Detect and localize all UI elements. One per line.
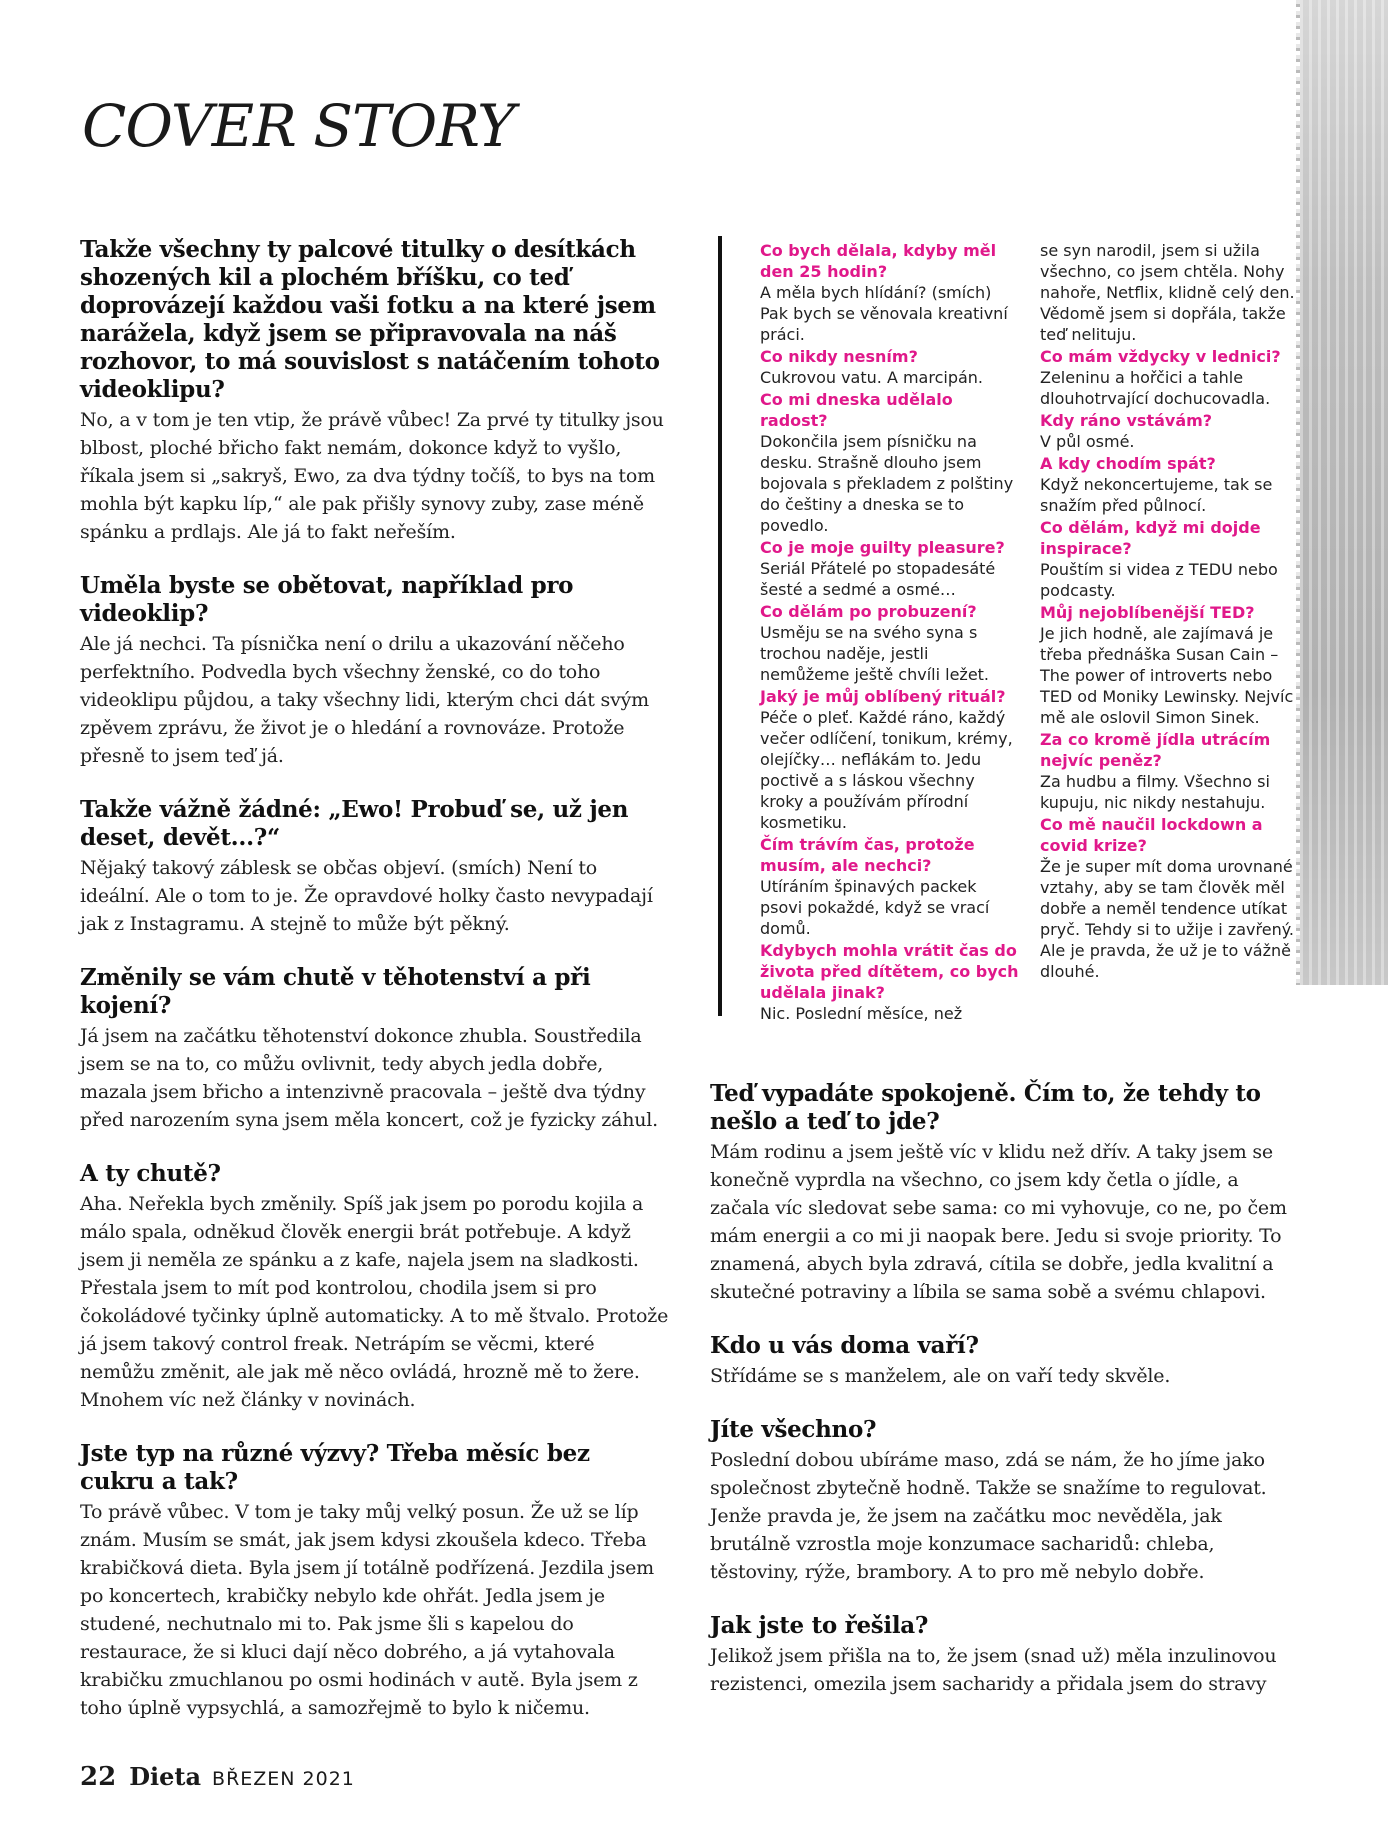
sidebar-question: Můj nejoblíbenější TED? xyxy=(1040,603,1255,622)
qa-block xyxy=(80,1440,670,1722)
answer: Poslední dobou ubíráme maso, zdá se nám, že ho jíme jako společnost zbytečně hodně. Takže se snažíme to regulovat. Jenže pravda je, že jsem na začátku moc nevěděla, jak brutálně vzrostla moje konzumace sacharidů: chleba, těstoviny, rýže, brambory. A to pro mě nebylo dobře. xyxy=(710,1449,1267,1583)
qa-block xyxy=(80,796,670,938)
sidebar-answer: se syn narodil, jsem si užila všechno, co jsem chtěla. Nohy nahoře, Netflix, klidně celý den. Vědomě jsem si dopřála, takže teď nelituju. xyxy=(1040,241,1295,344)
qa-block xyxy=(80,572,670,770)
quick-questions-sidebar xyxy=(718,236,1295,1023)
question: Kdo u vás doma vaří? xyxy=(710,1332,979,1359)
issue-date: BŘEZEN 2021 xyxy=(212,1768,355,1790)
sidebar-answer: Seriál Přátelé po stopadesáté šesté a sedmé a osmé… xyxy=(760,559,996,599)
answer: To právě vůbec. V tom je taky můj velký posun. Že už se líp znám. Musím se smát, jak jsem kdysi zkoušela kdeco. Třeba krabičková dieta. Byla jsem jí totálně podřízená. Jezdila jsem po koncertech, krabičky nebylo kde ohřát. Jedla jsem je studené, nechutnalo mi to. Pak jsme šli s kapelou do restaurace, že si kluci dají něco dobrého, a já vytahovala krabičku zmuchlanou po osmi hodinách v autě. Byla jsem z toho úplně vypsychlá, a samozřejmě to bylo k ničemu. xyxy=(80,1501,654,1719)
sidebar-answer: Dokončila jsem písničku na desku. Strašně dlouho jsem bojovala s překladem z polštiny do češtiny a dneska se to povedlo. xyxy=(760,432,1014,535)
sidebar-column-1 xyxy=(760,240,1022,1025)
sidebar-rule xyxy=(718,236,722,1016)
sidebar-answer: Je jich hodně, ale zajímavá je třeba přednáška Susan Cain – The power of introverts nebo TED od Moniky Lewinsky. Nejvíc mě ale oslovil Simon Sinek. xyxy=(1040,624,1294,727)
answer: Nějaký takový záblesk se občas objeví. (smích) Není to ideální. Ale o tom to je. Že opravdové holky často nevypadají jak z Instagramu. A stejně to může být pěkný. xyxy=(80,857,653,935)
sidebar-answer: Když nekoncertujeme, tak se snažím před půlnocí. xyxy=(1040,475,1273,515)
sidebar-answer: Že je super mít doma urovnané vztahy, aby se tam člověk měl dobře a neměl tendence utíkat pryč. Tehdy si to užije i zavřený. Ale je pravda, že už je to vážně dlouhé. xyxy=(1040,857,1294,981)
section-title: COVER STORY xyxy=(82,92,515,160)
sidebar-question: A kdy chodím spát? xyxy=(1040,454,1216,473)
sidebar-question: Co je moje guilty pleasure? xyxy=(760,538,1005,557)
sidebar-answer: Cukrovou vatu. A marcipán. xyxy=(760,368,984,387)
left-column xyxy=(80,236,670,1748)
question: A ty chutě? xyxy=(80,1160,221,1187)
right-column xyxy=(710,1080,1290,1724)
qa-block xyxy=(80,964,670,1134)
answer: Já jsem na začátku těhotenství dokonce zhubla. Soustředila jsem se na to, co můžu ovlivnit, tedy abych jedla dobře, mazala jsem břicho a intenzivně pracovala – ještě dva týdny před narozením syna jsem měla koncert, což je fyzicky záhul. xyxy=(80,1025,659,1131)
sidebar-answer: Pouštím si videa z TEDU nebo podcasty. xyxy=(1040,560,1278,600)
answer: Ale já nechci. Ta písnička není o drilu a ukazování něčeho perfektního. Podvedla bych všechny ženské, co do toho videoklipu půjdou, a taky všechny lidi, kterým chci dát svým zpěvem zprávu, že život je o hledání a rovnováze. Protože přesně to jsem teď já. xyxy=(80,633,649,767)
sidebar-question: Co mi dneska udělalo radost? xyxy=(760,390,953,430)
question: Jíte všechno? xyxy=(710,1416,877,1443)
sidebar-question: Co dělám, když mi dojde inspirace? xyxy=(1040,518,1261,558)
sidebar-answer: Péče o pleť. Každé ráno, každý večer odlíčení, tonikum, krémy, olejíčky… neflákám to. Jedu poctivě a s láskou všechny kroky a používám přírodní kosmetiku. xyxy=(760,708,1013,832)
sidebar-question: Kdy ráno vstávám? xyxy=(1040,411,1213,430)
sidebar-question: Kdybych mohla vrátit čas do života před dítětem, co bych udělala jinak? xyxy=(760,941,1019,1002)
qa-block xyxy=(710,1612,1290,1698)
sidebar-question: Jaký je můj oblíbený rituál? xyxy=(760,687,1006,706)
qa-block xyxy=(710,1416,1290,1586)
sidebar-answer: Nic. Poslední měsíce, než xyxy=(760,1004,963,1023)
answer: Jelikož jsem přišla na to, že jsem (snad už) měla inzulinovou rezistenci, omezila jsem sacharidy a přidala jsem do stravy xyxy=(710,1645,1277,1695)
question: Změnily se vám chutě v těhotenství a při kojení? xyxy=(80,964,591,1019)
question: Jak jste to řešila? xyxy=(710,1612,929,1639)
question: Takže všechny ty palcové titulky o desítkách shozených kil a plochém bříšku, co teď doprovázejí každou vaši fotku a na které jsem narážela, když jsem se připravovala na náš rozhovor, to má souvislost s natáčením tohoto videoklipu? xyxy=(80,236,660,403)
question: Jste typ na různé výzvy? Třeba měsíc bez cukru a tak? xyxy=(80,1440,590,1495)
sidebar-column-2 xyxy=(1040,240,1302,983)
question: Uměla byste se obětovat, například pro videoklip? xyxy=(80,572,574,627)
answer: Střídáme se s manželem, ale on vaří tedy skvěle. xyxy=(710,1365,1171,1387)
qa-block xyxy=(710,1080,1290,1306)
answer: Aha. Neřekla bych změnily. Spíš jak jsem po porodu kojila a málo spala, odněkud člověk energii brát potřebuje. A když jsem ji neměla ze spánku a z kafe, najela jsem na sladkosti. Přestala jsem to mít pod kontrolou, chodila jsem si pro čokoládové tyčinky úplně automaticky. A to mě štvalo. Protože já jsem takový control freak. Netrápím se věcmi, které nemůžu změnit, ale jak mě něco ovládá, hrozně mě to žere. Mnohem víc než články v novinách. xyxy=(80,1193,669,1411)
sidebar-question: Co bych dělala, kdyby měl den 25 hodin? xyxy=(760,241,997,281)
sidebar-question: Co mám vždycky v lednici? xyxy=(1040,347,1281,366)
sidebar-question: Co dělám po probuzení? xyxy=(760,602,977,621)
page-number: 22 xyxy=(80,1762,117,1792)
sidebar-question: Co nikdy nesním? xyxy=(760,347,918,366)
sidebar-question: Čím trávím čas, protože musím, ale nechci? xyxy=(760,835,975,875)
sidebar-answer: A měla bych hlídání? (smích) Pak bych se věnovala kreativní práci. xyxy=(760,283,1008,344)
sidebar-answer: V půl osmé. xyxy=(1040,432,1135,451)
question: Takže vážně žádné: „Ewo! Probuď se, už jen deset, devět...?“ xyxy=(80,796,629,851)
answer: Mám rodinu a jsem ještě víc v klidu než dřív. A taky jsem se konečně vyprdla na všechno, co jsem kdy četla o jídle, a začala víc sledovat sebe sama: co mi vyhovuje, co ne, po čem mám energii a co mi ji naopak bere. Jedu si svoje priority. To znamená, abych byla zdravá, cítila se dobře, jedla kvalitní a skutečné potraviny a líbila se sama sobě a svému chlapovi. xyxy=(710,1141,1287,1303)
sidebar-answer: Zeleninu a hořčici a tahle dlouhotrvající dochucovadla. xyxy=(1040,368,1271,408)
qa-block xyxy=(710,1332,1290,1390)
sidebar-question: Za co kromě jídla utrácím nejvíc peněz? xyxy=(1040,730,1271,770)
question: Teď vypadáte spokojeně. Čím to, že tehdy to nešlo a teď to jde? xyxy=(710,1080,1261,1135)
magazine-brand: Dieta xyxy=(129,1762,202,1791)
answer: No, a v tom je ten vtip, že právě vůbec! Za prvé ty titulky jsou blbost, ploché břicho fakt nemám, dokonce když to vyšlo, říkala jsem si „sakryš, Ewo, za dva týdny točíš, to bys na tom mohla být kapku líp,“ ale pak přišly synovy zuby, zase méně spánku a prdlajs. Ale já to fakt neřeším. xyxy=(80,409,664,543)
qa-block xyxy=(80,236,670,546)
sidebar-answer: Utíráním špinavých packek psovi pokaždé, když se vrací domů. xyxy=(760,877,990,938)
brush-stroke-decoration xyxy=(1300,0,1388,985)
qa-block xyxy=(80,1160,670,1414)
sidebar-answer: Usměju se na svého syna s trochou naděje, jestli nemůžeme ještě chvíli ležet. xyxy=(760,623,990,684)
sidebar-answer: Za hudbu a filmy. Všechno si kupuju, nic nikdy nestahuju. xyxy=(1040,772,1270,812)
sidebar-question: Co mě naučil lockdown a covid krize? xyxy=(1040,815,1263,855)
page-footer xyxy=(80,1762,355,1792)
